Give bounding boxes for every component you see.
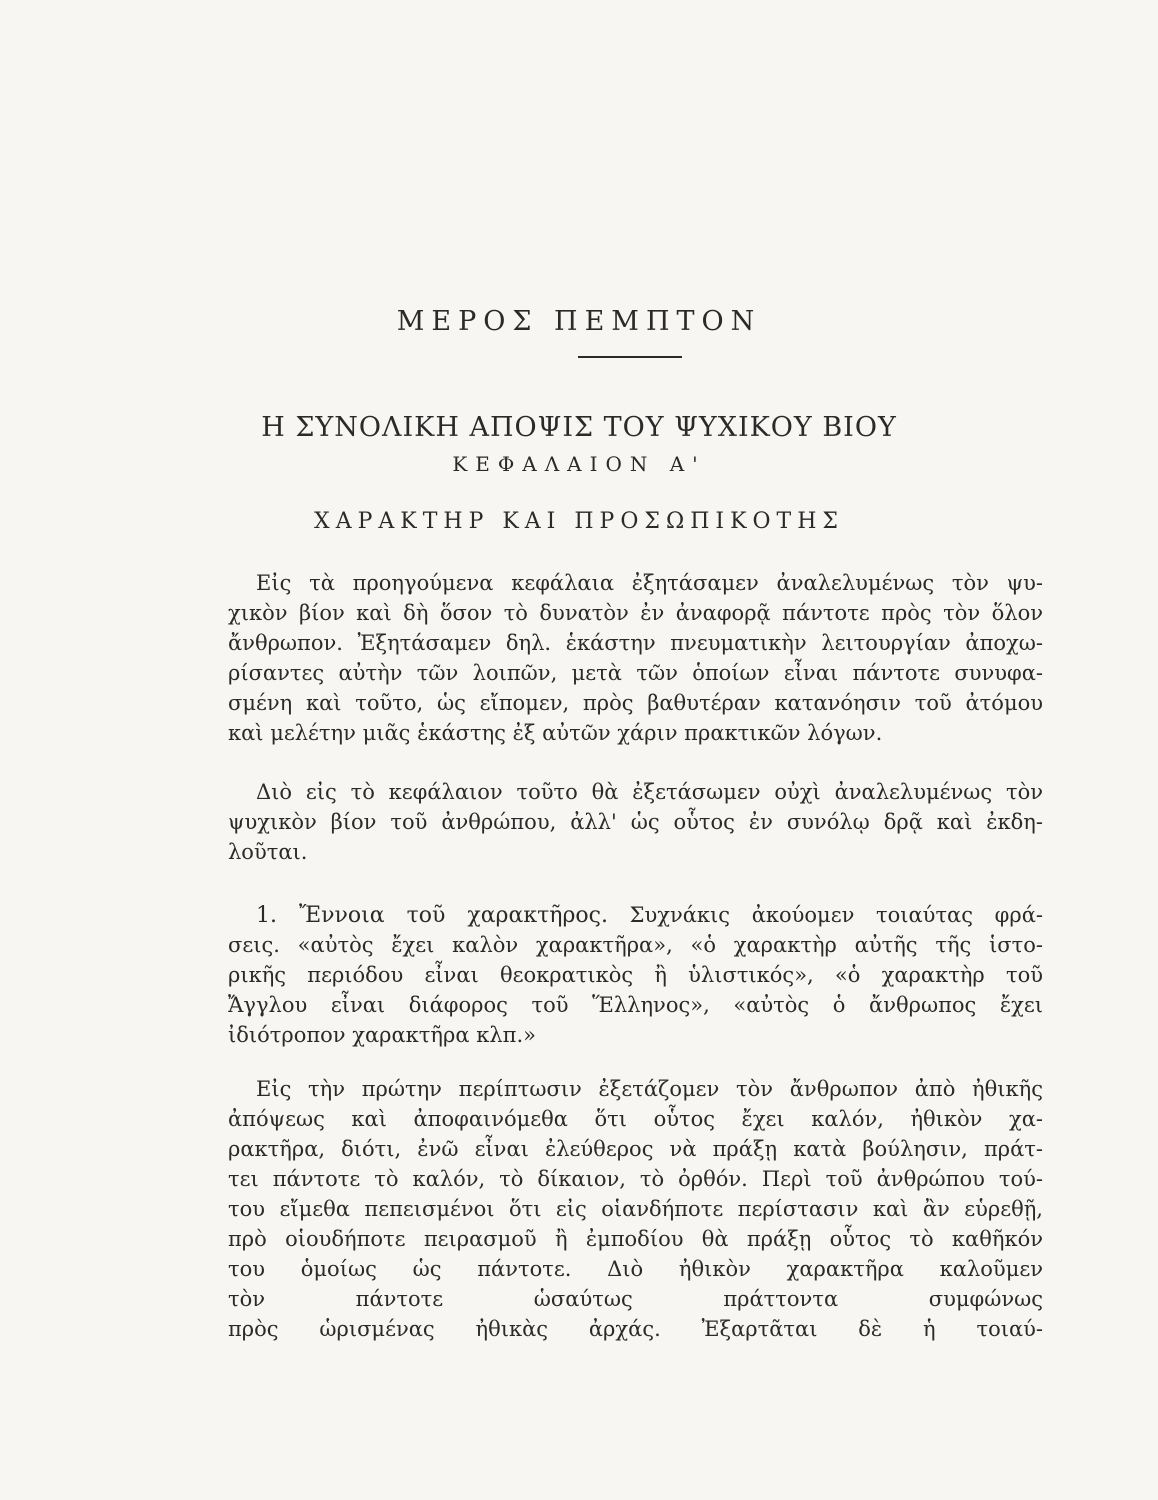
chapter-label: ΚΕΦΑΛΑΙΟΝ Α' — [452, 452, 706, 476]
text-line: ψυχικὸν βίον τοῦ ἀνθρώπου, ἀλλ' ὡς οὗτος ἐν συνόλῳ δρᾷ καὶ ἐκδη- — [228, 810, 1043, 834]
text-line: λοῦται. — [228, 840, 308, 864]
text-line: ρικῆς περιόδου εἶναι θεοκρατικὸς ἢ ὑλιστικός», «ὁ χαρακτὴρ τοῦ — [228, 963, 1043, 987]
paragraph-4 — [228, 1074, 1043, 1344]
text-line: τει πάντοτε τὸ καλόν, τὸ δίκαιον, τὸ ὀρθόν. Περὶ τοῦ ἀνθρώπου τού- — [228, 1167, 1043, 1191]
text-line — [228, 900, 1043, 930]
text-line: Εἰς τὴν πρώτην περίπτωσιν ἐξετάζομεν τὸν ἄνθρωπον ἀπὸ ἠθικῆς — [256, 1077, 1043, 1101]
title-rule — [578, 356, 682, 358]
text-line: ἄνθρωπον. Ἐξητάσαμεν δηλ. ἑκάστην πνευματικὴν λειτουργίαν ἀποχω- — [228, 631, 1043, 655]
text-line: πρὸ οἱουδήποτε πειρασμοῦ ἢ ἐμποδίου θὰ πράξῃ οὗτος τὸ καθῆκόν — [228, 1227, 1043, 1251]
text-line: σμένη καὶ τοῦτο, ὡς εἴπομεν, πρὸς βαθυτέραν κατανόησιν τοῦ ἀτόμου — [228, 691, 1043, 715]
paragraph-2 — [228, 777, 1043, 867]
text-line: ρίσαντες αὐτὴν τῶν λοιπῶν, μετὰ τῶν ὁποίων εἶναι πάντοτε συνυφα- — [228, 661, 1043, 685]
text-line: του ὁμοίως ὡς πάντοτε. Διὸ ἠθικὸν χαρακτῆρα καλοῦμεν — [228, 1257, 1043, 1281]
text-line: χικὸν βίον καὶ δὴ ὅσον τὸ δυνατὸν ἐν ἀναφορᾷ πάντοτε πρὸς τὸν ὅλον — [228, 601, 1043, 625]
text-line: Διὸ εἰς τὸ κεφάλαιον τοῦτο θὰ ἐξετάσωμεν οὐχὶ ἀναλελυμένως τὸν — [256, 780, 1043, 804]
paragraph-3 — [228, 900, 1043, 1050]
text-line: ρακτῆρα, διότι, ἐνῶ εἶναι ἐλεύθερος νὰ πράξῃ κατὰ βούλησιν, πράτ- — [228, 1137, 1043, 1161]
text-line: του εἴμεθα πεπεισμένοι ὅτι εἰς οἱανδήποτε περίστασιν καὶ ἂν εὑρεθῇ, — [228, 1197, 1043, 1221]
text-line: καὶ μελέτην μιᾶς ἑκάστης ἐξ αὐτῶν χάριν πρακτικῶν λόγων. — [228, 721, 883, 745]
heading-rest: Συχνάκις ἀκούομεν τοιαύτας φρά- — [629, 903, 1043, 927]
text-line: Ἄγγλου εἶναι διάφορος τοῦ Ἕλληνος», «αὐτὸς ὁ ἄνθρωπος ἔχει — [228, 993, 1043, 1017]
section-title: Η ΣΥΝΟΛΙΚΗ ΑΠΟΨΙΣ ΤΟΥ ΨΥΧΙΚΟΥ ΒΙΟΥ — [261, 412, 897, 443]
part-title: ΜΕΡΟΣ ΠΕΜΠΤΟΝ — [396, 306, 762, 337]
text-line: Εἰς τὰ προηγούμενα κεφάλαια ἐξητάσαμεν ἀναλελυμένως τὸν ψυ- — [256, 571, 1043, 595]
text-line: τὸν πάντοτε ὡσαύτως πράττοντα συμφώνως — [228, 1287, 1043, 1311]
text-line: πρὸς ὡρισμένας ἠθικὰς ἀρχάς. Ἐξαρτᾶται δὲ ἡ τοιαύ- — [228, 1317, 1043, 1341]
text-line: ἰδιότροπον χαρακτῆρα κλπ.» — [228, 1023, 536, 1047]
paragraph-1 — [228, 568, 1043, 748]
text-line: ἀπόψεως καὶ ἀποφαινόμεθα ὅτι οὗτος ἔχει καλόν, ἠθικὸν χα- — [228, 1107, 1043, 1131]
text-line: σεις. «αὐτὸς ἔχει καλὸν χαρακτῆρα», «ὁ χαρακτὴρ αὐτῆς τῆς ἱστο- — [228, 933, 1043, 957]
section-heading: 1. Ἔννοια τοῦ χαρακτῆρος. — [256, 903, 608, 928]
chapter-title: ΧΑΡΑΚΤΗΡ ΚΑΙ ΠΡΟΣΩΠΙΚΟΤΗΣ — [314, 509, 844, 534]
